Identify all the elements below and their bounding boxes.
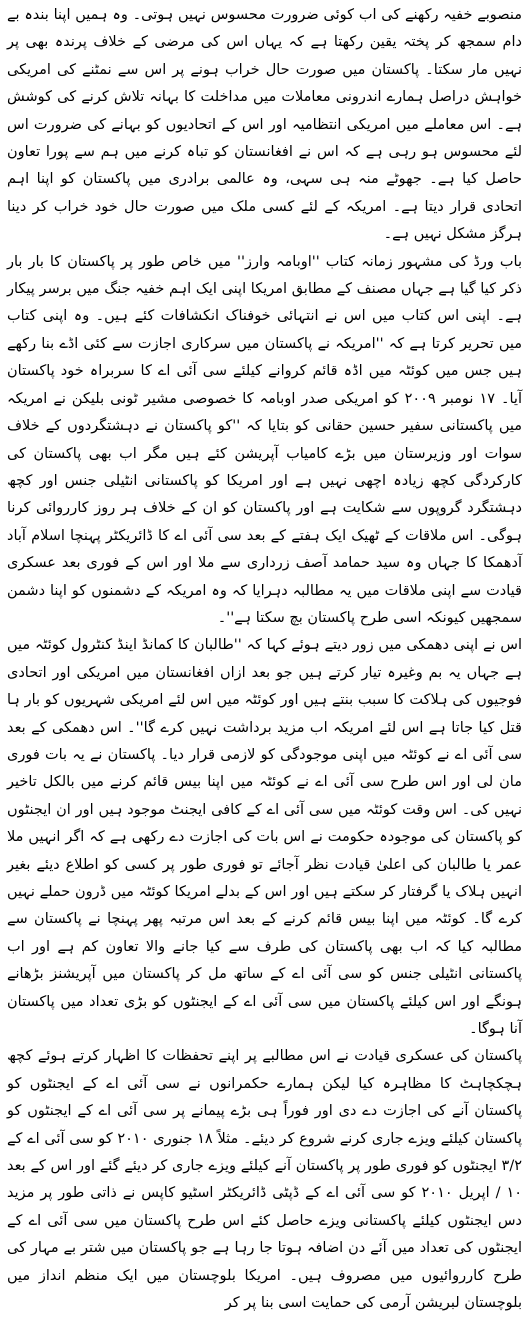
article-paragraph-4: پاکستان کی عسکری قیادت نے اس مطالبے پر اپنے تحفظات کا اظہار کرتے ہوئے کچھ ہچکچاہٹ کا مظاہرہ کیا لیکن ہمارے حکمرانوں نے سی آئی اے کے ایجنٹوں کو پاکستان آنے کی اجازت دے دی اور فوراً ہی بڑے پیمانے پر سی آئی اے کے ایجنٹوں کو پاکستان کیلئے ویزے جاری کرنے شروع کر دیئے۔ مثلاً ۱۸ جنوری ۲۰۱۰ کو سی آئی اے کے ۳/۲ ایجنٹوں کو فوری طور پر پاکستان آنے کیلئے ویزے جاری کر دیئے گئے اور اس کے بعد ۱۰ / اپریل ۲۰۱۰ کو سی آئی اے کے ڈپٹی ڈائریکٹر اسٹیو کاپس نے ذاتی طور پر مزید دس ایجنٹوں کیلئے پاکستانی ویزے حاصل کئے اس طرح پاکستان میں سی آئی اے کے ایجنٹوں کی تعداد میں آئے دن اضافہ ہوتا جا رہا ہے جو پاکستان میں شتر بے مہار کی طرح کارروائیوں میں مصروف ہیں۔ امریکا بلوچستان میں ایک منظم انداز میں بلوچستان لبریشن آرمی کی حمایت اسی بنا پر کر xyxy=(7,1048,523,1312)
article-paragraph-1: منصوبے خفیہ رکھنے کی اب کوئی ضرورت محسوس نہیں ہوتی۔ وہ ہمیں اپنا بندہ بے دام سمجھ کر پختہ یقین رکھتا ہے کہ یہاں اس کی مرضی کے خلاف پرندہ بھی پر نہیں مار سکتا۔ پاکستان میں صورت حال خراب ہونے پر اس سے نمٹنے کی امریکی خواہش دراصل ہمارے اندرونی معاملات میں مداخلت کا بہانہ تلاش کرنے کی کوشش ہے۔ اس معاملے میں امریکی انتظامیہ اور اس کے اتحادیوں کو بہانے کی ضرورت اس لئے محسوس ہو رہی ہے کہ اس نے افغانستان کو تباہ کرنے میں ہم سے پورا تعاون حاصل کیا ہے۔ جھوٹے منہ ہی سہی، وہ عالمی برادری میں پاکستان کو اپنا اہم اتحادی قرار دیتا ہے۔ امریکہ کے لئے کسی ملک میں صورت حال خود خراب کر دینا ہرگز مشکل نہیں ہے۔ xyxy=(7,7,522,243)
article-paragraph-2: باب ورڈ کی مشہور زمانہ کتاب ''اوبامہ وارز'' میں خاص طور پر پاکستان کا بار بار ذکر کیا گیا ہے جہاں مصنف کے مطابق امریکا اپنی ایک اہم خفیہ جنگ میں برسر پیکار ہے۔ اپنی اس کتاب میں اس نے انتہائی خوفناک انکشافات کئے ہیں۔ وہ اپنی کتاب میں تحریر کرتا ہے کہ ''امریکہ نے پاکستان میں سرکاری اجازت سے کئی اڈے بنا رکھے ہیں جس میں کوئٹہ میں اڈہ قائم کروانے کیلئے سی آئی اے کا سربراہ خود پاکستان آیا۔ ۱۷ نومبر ۲۰۰۹ کو امریکی صدر اوبامہ کا خصوصی مشیر ٹونی بلیکن نے امریکہ میں پاکستانی سفیر حسین حقانی کو بتایا کہ ''کو پاکستان نے دہشتگردوں کے خلاف سوات اور وزیرستان میں بڑے کامیاب آپریشن کئے ہیں مگر اب بھی پاکستان کی کارکردگی کچھ زیادہ اچھی نہیں ہے اور امریکا کو پاکستانی انٹیلی جنس اور کچھ دہشتگرد گروپوں سے شکایت ہے اور پاکستان کو ان کے خلاف ہر روز کارروائی کرنا ہوگی۔ اس ملاقات کے ٹھیک ایک ہفتے کے بعد سی آئی اے کا ڈائریکٹر پہنچا اسلام آباد آدھمکا کا جہاں وہ سید حمامد آصف زرداری سے ملا اور اس کے فوری بعد عسکری قیادت سے اپنی ملاقات میں یہ مطالبہ دہرایا کہ وہ امریکہ کے دشمنوں کو اپنا دشمن سمجھیں کیونکہ اسی طرح پاکستان بچ سکتا ہے''۔ xyxy=(7,253,522,626)
article-paragraph-3: اس نے اپنی دھمکی میں زور دیتے ہوئے کہا کہ ''طالبان کا کمانڈ اینڈ کنٹرول کوئٹہ میں ہے جہاں یہ بم وغیرہ تیار کرتے ہیں جو بعد ازاں افغانستان میں امریکی اور اتحادی فوجیوں کی ہلاکت کا سبب بنتے ہیں اور کوئٹہ میں اس لئے امریکی شہریوں کو بار ہا قتل کیا جاتا ہے اس لئے امریکہ اب مزید برداشت نہیں کرے گا''۔ اس دھمکی کے بعد سی آئی اے نے کوئٹہ میں اپنی موجودگی کو لازمی قرار دیا۔ پاکستان نے یہ بات فوری مان لی اور اس طرح سی آئی اے نے کوئٹہ میں اپنا بیس قائم کرنے میں بالکل تاخیر نہیں کی۔ اس وقت کوئٹہ میں سی آئی اے کے کافی ایجنٹ موجود ہیں اور ان ایجنٹوں کو پاکستان کی موجودہ حکومت نے اس بات کی اجازت دے رکھی ہے کہ اگر انہیں ملا عمر یا طالبان کی اعلیٰ قیادت نظر آجائے تو فوری طور پر کسی کو اطلاع دیئے بغیر انہیں ہلاک یا گرفتار کر سکتے ہیں اور اس کے بدلے امریکا کوئٹہ میں ڈرون حملے نہیں کرے گا۔ کوئٹہ میں اپنا بیس قائم کرنے کے بعد اس مرتبہ پھر پہنچا نے پاکستان سے مطالبہ کیا کہ اب بھی پاکستان کی طرف سے کیا جانے والا تعاون کم ہے اور اب پاکستانی انٹیلی جنس کو سی آئی اے کے ساتھ مل کر پاکستان میں آپریشنز بڑھانے ہونگے اور اس کیلئے پاکستان میں سی آئی اے کے ایجنٹوں کو بڑی تعداد میں پاکستان آنا ہوگا۔ xyxy=(7,637,522,1038)
